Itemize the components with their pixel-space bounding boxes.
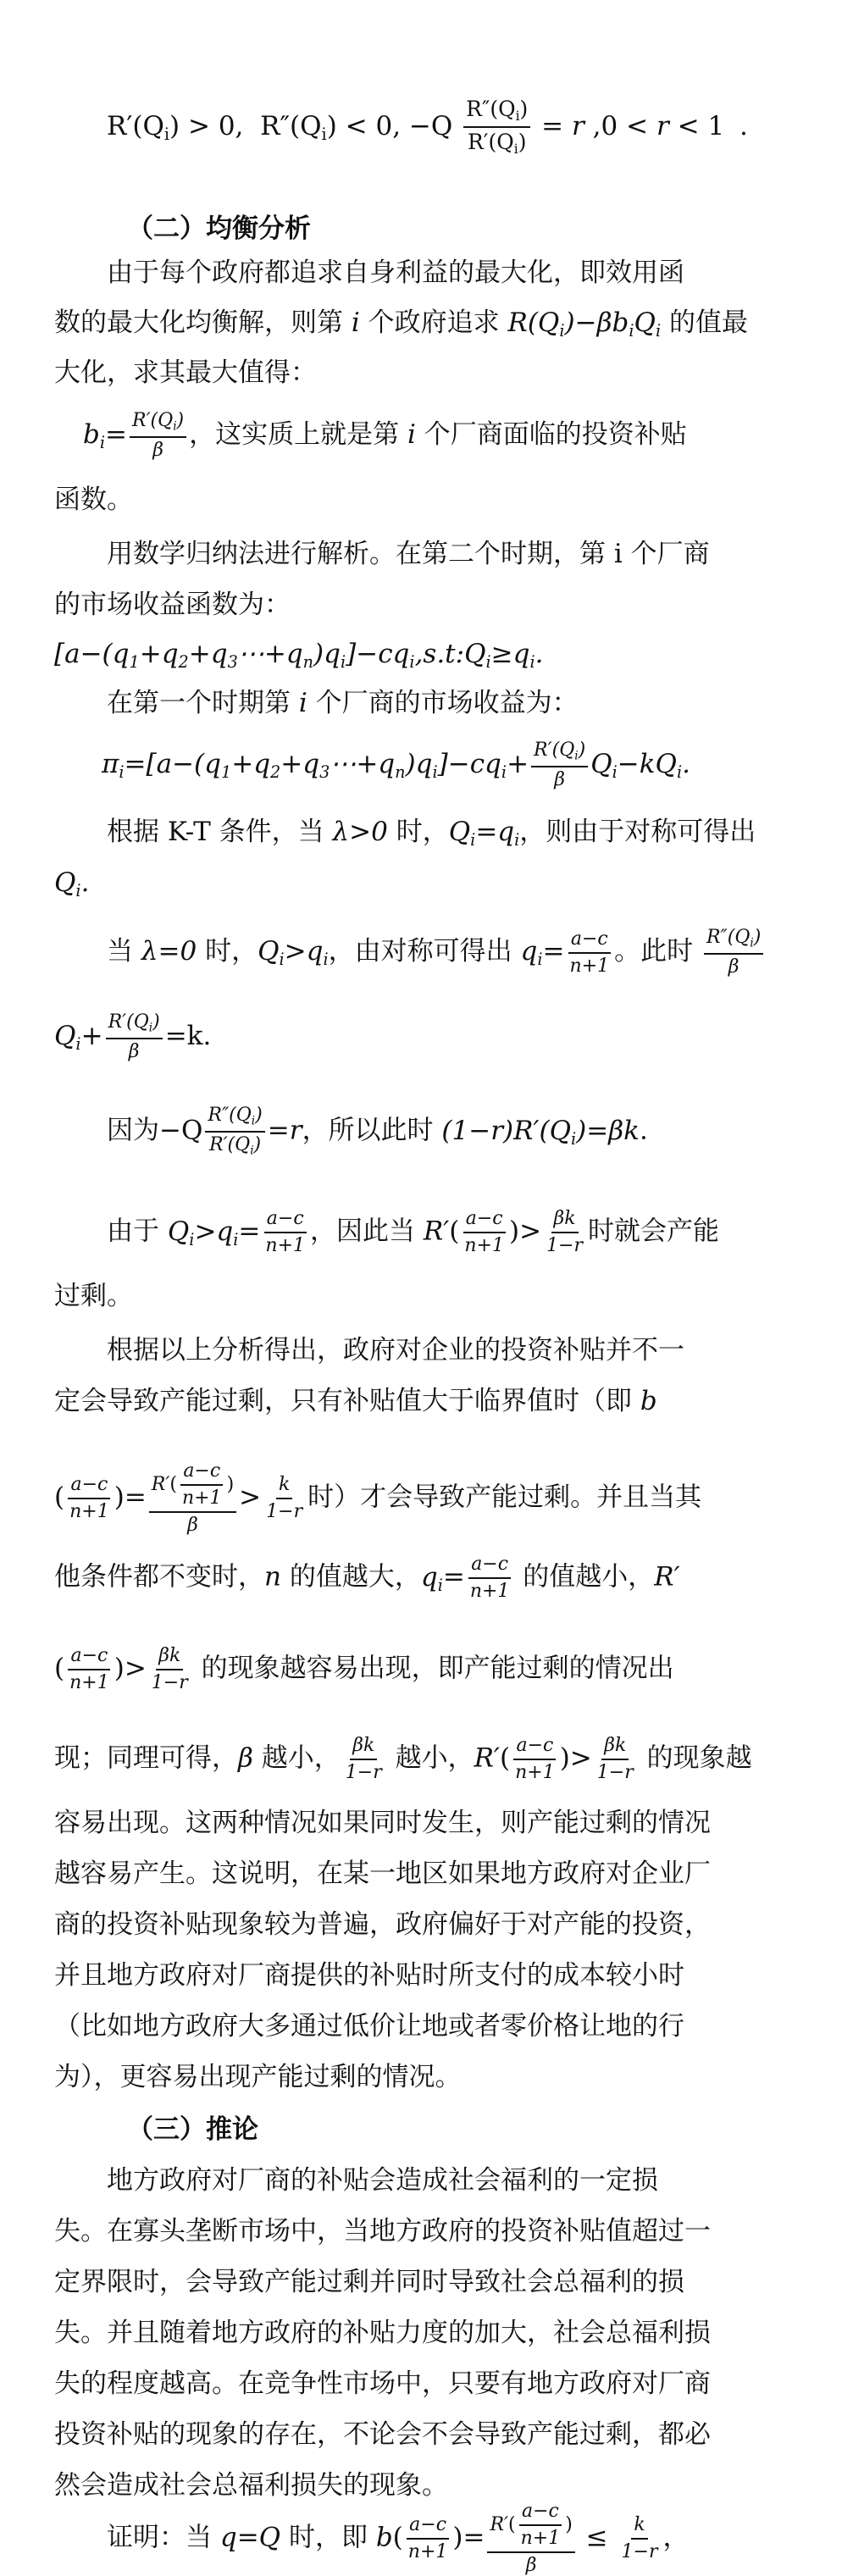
- subsidy-function-formula: $b_i=$ $\frac{R'(Q_i)}{\beta}$ ，这实质上就是第 i 个厂商面临的投资补贴: [83, 410, 687, 461]
- paragraph-line: 容易出现。这两种情况如果同时发生，则产能过剩的情况: [54, 1808, 711, 1838]
- paragraph-line: 失。并且随着地方政府的补贴力度的加大，社会总福利损: [54, 2318, 711, 2348]
- lambda-zero-formula: 当 λ=0 时，$Q_i>q_i$，由对称可得出 $q_i=$ $\frac{a-c}{n+1}$ 。此时 $\frac{R''(Q_i)}{\beta}$: [107, 928, 766, 977]
- paragraph-line: 地方政府对厂商的补贴会造成社会福利的一定损: [107, 2165, 658, 2196]
- paragraph-line: 失的程度越高。在竞争性市场中，只要有地方政府对厂商: [54, 2368, 711, 2399]
- section-heading-equilibrium: （二）均衡分析: [127, 213, 311, 244]
- critical-value-formula: ( $\frac{a-c}{n+1}$ )= R′( $\frac{a-c}{n+1}$ ) β > $\frac{k}{1-r}$ 时）才会导致产能过剩。并且当其: [54, 1460, 702, 1536]
- section-heading-corollary: （三）推论: [127, 2114, 258, 2145]
- paragraph-line: 定界限时，会导致产能过剩并同时导致社会总福利的损: [54, 2267, 684, 2297]
- paragraph-line: 过剩。: [54, 1281, 133, 1311]
- paragraph-line: 投资补贴的现象的存在，不论会不会导致产能过剩，都必: [54, 2419, 711, 2450]
- paragraph-line: 的市场收益函数为：: [54, 590, 291, 620]
- elasticity-formula: 因为−Q $\frac{R''(Q_i)}{R'(Q_i)}$ =r，所以此时 $(1-r)R'(Q_i)=\beta k$.: [107, 1105, 648, 1158]
- marginal-condition-formula: $Q_i+$ $\frac{R'(Q_i)}{\beta}$ =k.: [54, 1011, 212, 1062]
- paragraph-line: 失。在寡头垄断市场中，当地方政府的投资补贴值超过一: [54, 2216, 711, 2246]
- paragraph-line: 根据 K-T 条件，当 λ>0 时，$Q_i=q_i$，则由于对称可得出: [107, 817, 756, 850]
- paragraph-line: （比如地方政府大多通过低价让地或者零价格让地的行: [54, 2011, 684, 2041]
- paragraph-line: 大化，求其最大值得：: [54, 357, 317, 388]
- paragraph-line: 现；同理可得，β 越小， $\frac{\beta k}{1-r}$ 越小，R′( $\frac{a-c}{n+1}$ )> $\frac{\beta k}{1-r}$ 的现象越: [54, 1735, 752, 1783]
- paragraph-line: 并且地方政府对厂商提供的补贴时所支付的成本较小时: [54, 1960, 684, 1991]
- overcapacity-condition-formula: 由于 $Q_i>q_i=$ $\frac{a-c}{n+1}$ ，因此当 R′( $\frac{a-c}{n+1}$ )> $\frac{\beta k}{1-r}$ 时就会产能: [107, 1208, 720, 1256]
- first-period-revenue-formula: $\pi_i=[a-(q_1+q_2+q_3\cdots+q_n)q_i]-cq_i+$ $\frac{R'(Q_i)}{\beta}$ $Q_i-kQ_i$.: [102, 740, 690, 790]
- paragraph-line: 根据以上分析得出，政府对企业的投资补贴并不一: [107, 1335, 684, 1366]
- paragraph-line: 数的最大化均衡解，则第 i 个政府追求 $R(Q_i)-\beta b_iQ_i$ 的值最: [54, 307, 748, 341]
- paragraph-line: 由于每个政府都追求自身利益的最大化，即效用函: [107, 258, 684, 288]
- paragraph-line: 为），更容易出现产能过剩的情况。: [54, 2062, 462, 2092]
- paragraph-line: 越容易产生。这说明，在某一地区如果地方政府对企业厂: [54, 1859, 711, 1889]
- proof-formula: 证明：当 q=Q 时，即 b( $\frac{a-c}{n+1}$ )= R′( $\frac{a-c}{n+1}$ ) β ≤ $\frac{k}{1-r}$ ，: [107, 2501, 690, 2576]
- paragraph-line: $Q_i$.: [54, 867, 90, 901]
- paragraph-line: 然会造成社会总福利损失的现象。: [54, 2470, 448, 2501]
- revenue-function-formula: $[a-(q_1+q_2+q_3\cdots+q_n)q_i]-cq_i,s.t:Q_i\ge q_i$.: [54, 639, 544, 673]
- paragraph-line: 用数学归纳法进行解析。在第二个时期，第 i 个厂商: [107, 539, 710, 569]
- paragraph-line: 函数。: [54, 485, 133, 515]
- paragraph-line: ( $\frac{a-c}{n+1}$ )> $\frac{\beta k}{1-r}$ 的现象越容易出现，即产能过剩的情况出: [54, 1645, 674, 1693]
- paragraph-line: 定会导致产能过剩，只有补贴值大于临界值时（即 b: [54, 1386, 657, 1416]
- paragraph-line: 在第一个时期第 i 个厂商的市场收益为：: [107, 688, 579, 718]
- paragraph-line: 商的投资补贴现象较为普遍，政府偏好于对产能的投资，: [54, 1909, 711, 1940]
- paragraph-line: 他条件都不变时，n 的值越大，$q_i=$ $\frac{a-c}{n+1}$ 的值越小，R′: [54, 1554, 680, 1602]
- condition-formula: $R'(Q_i) > 0$, $R''(Q_i) < 0$, −Q $\frac{R''(Q_i)}{R'(Q_i)}$ = r ,0 < r < 1 .: [107, 97, 748, 158]
